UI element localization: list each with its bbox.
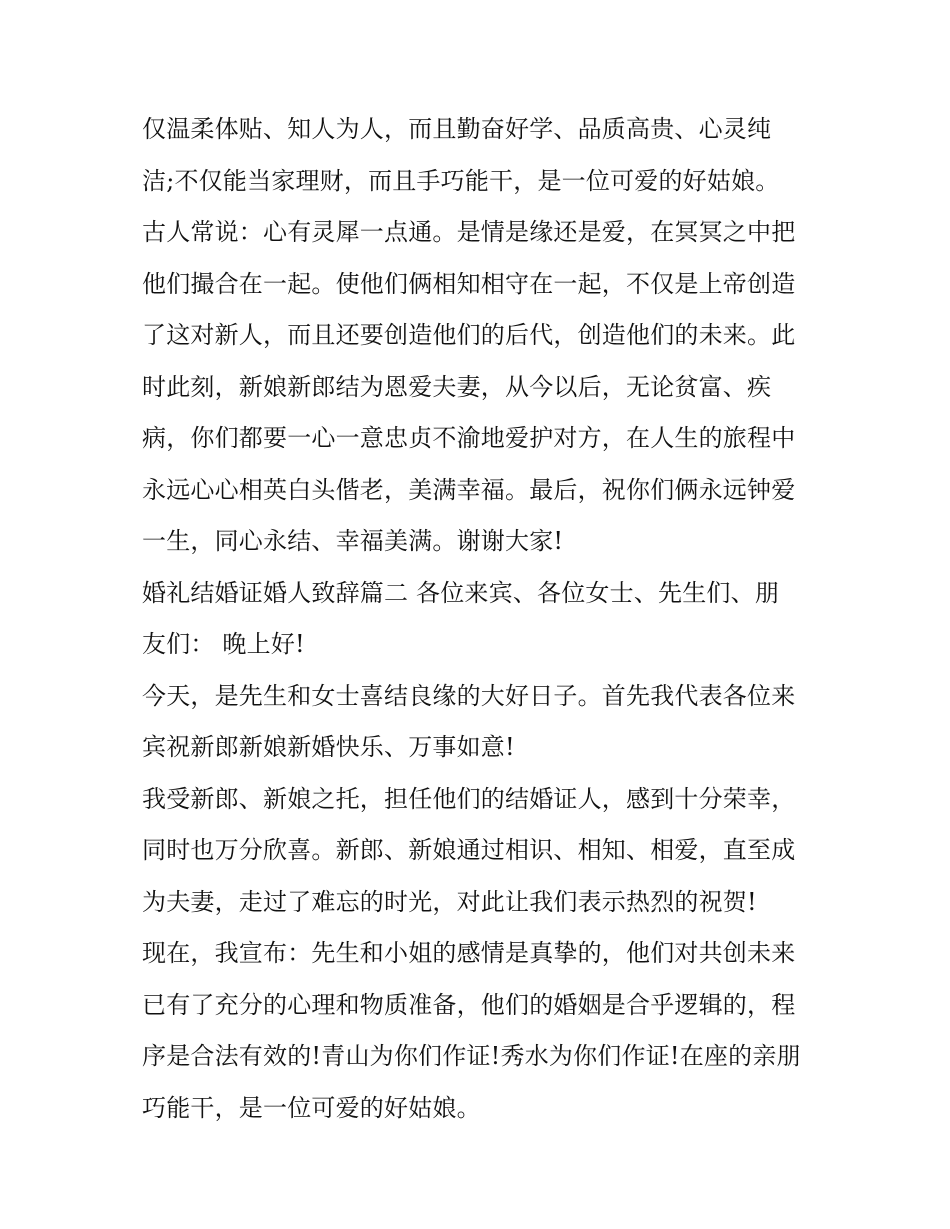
text-line: 为夫妻，走过了难忘的时光，对此让我们表示热烈的祝贺! — [142, 887, 757, 916]
section-heading-line: 婚礼结婚证婚人致辞篇二 各位来宾、各位女士、先生们、朋 — [142, 578, 780, 607]
text-line: 序是合法有效的!青山为你们作证!秀水为你们作证!在座的亲朋 — [142, 1042, 801, 1070]
text-line: 古人常说：心有灵犀一点通。是情是缘还是爱，在冥冥之中把 — [142, 218, 796, 246]
text-line: 巧能干，是一位可爱的好姑娘。 — [142, 1093, 481, 1122]
text-line: 一生，同心永结、幸福美满。谢谢大家! — [142, 527, 564, 555]
text-line: 时此刻，新娘新郎结为恩爱夫妻，从今以后，无论贫富、疾 — [142, 372, 772, 401]
text-line: 已有了充分的心理和物质准备，他们的婚姻是合乎逻辑的，程 — [142, 990, 796, 1019]
text-line: 宾祝新郎新娘新婚快乐、万事如意! — [142, 733, 515, 761]
text-line: 友们： 晚上好! — [142, 630, 305, 658]
text-line: 现在，我宣布：先生和小姐的感情是真挚的，他们对共创未来 — [142, 939, 796, 967]
text-line: 病，你们都要一心一意忠贞不渝地爱护对方，在人生的旅程中 — [142, 424, 796, 452]
text-line: 洁;不仅能当家理财，而且手巧能干，是一位可爱的好姑娘。 — [142, 166, 780, 195]
text-line: 他们撮合在一起。使他们俩相知相守在一起，不仅是上帝创造 — [142, 269, 796, 298]
document-body — [142, 104, 822, 1134]
text-line: 今天，是先生和女士喜结良缘的大好日子。首先我代表各位来 — [142, 681, 796, 710]
text-line: 我受新郎、新娘之托，担任他们的结婚证人，感到十分荣幸， — [142, 784, 796, 813]
text-line: 了这对新人，而且还要创造他们的后代，创造他们的未来。此 — [142, 321, 796, 349]
text-line: 同时也万分欣喜。新郎、新娘通过相识、相知、相爱，直至成 — [142, 836, 796, 864]
text-line: 仅温柔体贴、知人为人，而且勤奋好学、品质高贵、心灵纯 — [142, 115, 772, 143]
text-line: 永远心心相英白头偕老，美满幸福。最后，祝你们俩永远钟爱 — [142, 475, 796, 504]
